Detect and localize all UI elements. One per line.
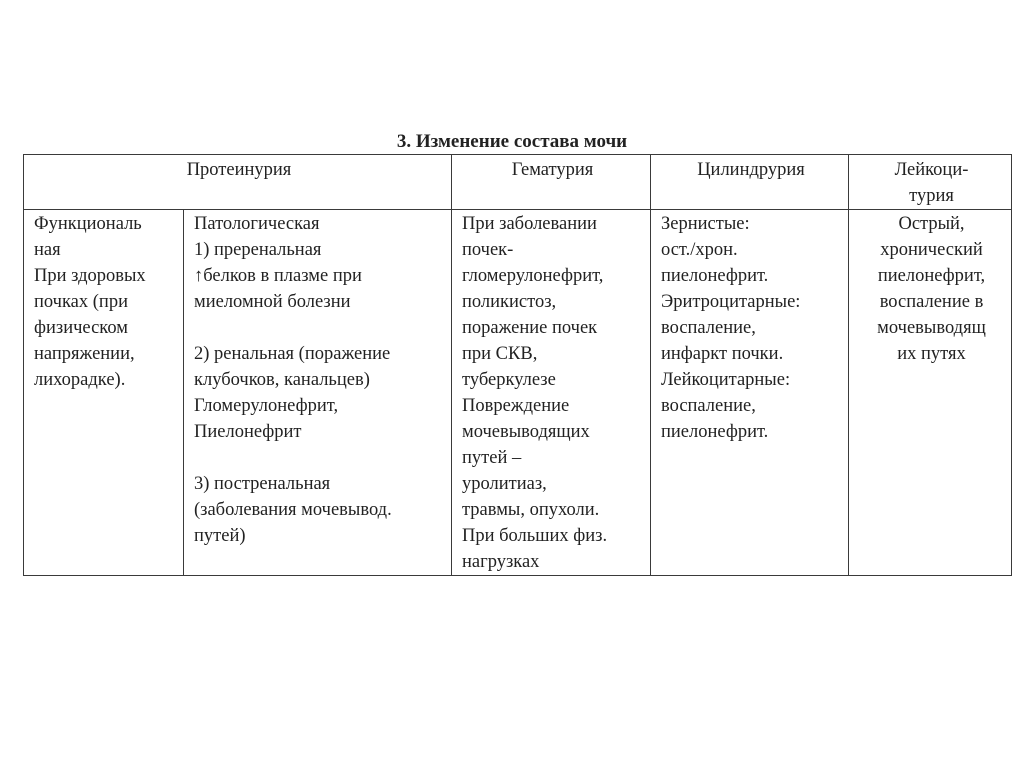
spacer <box>194 315 444 341</box>
table-body-row <box>24 210 1012 576</box>
text-line: их путях <box>897 344 966 364</box>
text-line: хронический <box>880 240 983 260</box>
text-line: Зернистые: <box>661 214 750 234</box>
text-line: Функциональ <box>34 214 142 234</box>
header-hematuria: Гематурия <box>452 155 651 210</box>
text-line: При здоровых <box>34 266 146 286</box>
text-line: гломерулонефрит, <box>462 266 604 286</box>
spacer <box>194 445 444 471</box>
text-line: почек- <box>462 240 514 260</box>
text-line: клубочков, канальцев) <box>194 370 370 390</box>
text-line: почках (при <box>34 292 128 312</box>
text-line: Повреждение <box>462 396 570 416</box>
text-line: 3) постренальная <box>194 474 331 494</box>
cell-cylindruria <box>651 210 849 576</box>
text-line: ост./хрон. <box>661 240 738 260</box>
text-line: Лейкоцитарные: <box>661 370 791 390</box>
header-cylindruria: Цилиндрурия <box>651 155 849 210</box>
cell-functional-proteinuria <box>24 210 184 576</box>
page-title: 3. Изменение состава мочи <box>396 131 628 152</box>
text-line: воспаление в <box>879 292 984 312</box>
cell-hematuria <box>452 210 651 576</box>
text-line: воспаление, <box>661 396 756 416</box>
urine-changes-table <box>23 154 1012 576</box>
text-line: пиелонефрит, <box>877 266 986 286</box>
text-line: пиелонефрит. <box>661 422 769 442</box>
text-line: воспаление, <box>661 318 756 338</box>
text-line: физическом <box>34 318 128 338</box>
header-leukocyturia-line: Лейкоци- <box>894 160 969 180</box>
urine-changes-table-container <box>23 154 1011 571</box>
text-line: поражение почек <box>462 318 598 338</box>
text-line: При заболевании <box>462 214 597 234</box>
text-line: Эритроцитарные: <box>661 292 801 312</box>
text-line: ная <box>34 240 61 260</box>
header-proteinuria: Протеинурия <box>24 155 452 210</box>
pathological-label: Патологическая <box>194 214 320 234</box>
header-leukocyturia <box>849 155 1012 210</box>
text-line: пиелонефрит. <box>661 266 769 286</box>
text-line: миеломной болезни <box>194 292 351 312</box>
text-line: мочевыводящих <box>462 422 590 442</box>
cell-pathological-proteinuria <box>184 210 452 576</box>
text-line: 1) преренальная <box>194 240 322 260</box>
text-line: туберкулезе <box>462 370 556 390</box>
text-line: инфаркт почки. <box>661 344 784 364</box>
text-line: уролитиаз, <box>462 474 547 494</box>
text-line: травмы, опухоли. <box>462 500 600 520</box>
text-line: при СКВ, <box>462 344 538 364</box>
text-line: путей) <box>194 526 246 546</box>
text-line: поликистоз, <box>462 292 557 312</box>
cell-leukocyturia <box>849 210 1012 576</box>
text-line: (заболевания мочевывод. <box>194 500 392 520</box>
text-line: лихорадке). <box>34 370 126 390</box>
text-line: При больших физ. <box>462 526 608 546</box>
text-line: Острый, <box>898 214 965 234</box>
text-line: Пиелонефрит <box>194 422 302 442</box>
text-line: ↑белков в плазме при <box>194 266 362 286</box>
text-line: Гломерулонефрит, <box>194 396 339 416</box>
header-leukocyturia-line: турия <box>909 186 954 206</box>
text-line: напряжении, <box>34 344 135 364</box>
text-line: мочевыводящ <box>877 318 986 338</box>
text-line: путей – <box>462 448 522 468</box>
text-line: 2) ренальная (поражение <box>194 344 391 364</box>
text-line: нагрузках <box>462 552 540 572</box>
table-header-row <box>24 155 1012 210</box>
